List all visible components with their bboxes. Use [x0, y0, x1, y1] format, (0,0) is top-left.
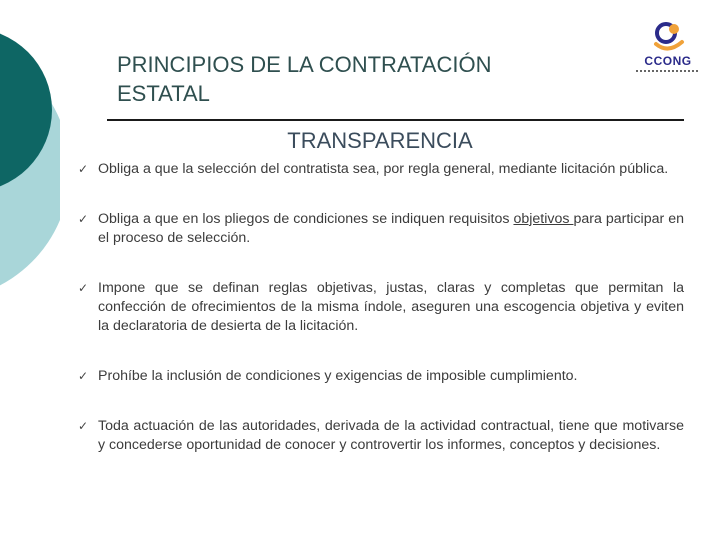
check-icon: ✓: [78, 162, 89, 176]
bullet-item: [78, 417, 684, 455]
title-line-2: ESTATAL: [117, 81, 210, 106]
bullet-text: Impone que se definan reglas objetivas, justas, claras y completas que permitan la confección de ofrecimientos de la misma índole, aseguren una escogencia objetiva y eviten la declaratoria de desierta de la licitación.: [98, 280, 684, 334]
bullet-item: [78, 160, 684, 179]
title-divider: [107, 119, 684, 121]
check-icon: ✓: [78, 369, 89, 383]
bullet-item: [78, 210, 684, 248]
bullet-text-end: para participar en el proceso de selección.: [98, 211, 684, 246]
bullet-text: Obliga a que la selección del contratista sea, por regla general, mediante licitación pública.: [98, 161, 669, 177]
bullet-text-start: Obliga a que en los pliegos de condiciones se indiquen requisitos: [98, 211, 514, 227]
bullet-item: [78, 279, 684, 336]
check-icon: ✓: [78, 212, 89, 226]
logo-tagline-decoration: [636, 70, 700, 72]
bullet-text: Prohíbe la inclusión de condiciones y exigencias de imposible cumplimiento.: [98, 368, 578, 384]
bullet-list: [78, 160, 684, 455]
underlined-word: objetivos: [513, 211, 574, 227]
logo-mark-icon: [636, 20, 700, 56]
decorative-circles: [0, 0, 60, 300]
check-icon: ✓: [78, 281, 89, 295]
bullet-text: Toda actuación de las autoridades, derivada de la actividad contractual, tiene que motivarse y concederse oportunidad de conocer y controvertir los informes, conceptos y decisiones.: [98, 418, 684, 453]
bullet-item: [78, 367, 684, 386]
bullet-text: [98, 210, 684, 248]
ccong-logo: [636, 20, 700, 76]
slide-title: [117, 50, 597, 108]
title-line-1: PRINCIPIOS DE LA CONTRATACIÓN: [117, 52, 492, 77]
check-icon: ✓: [78, 419, 89, 433]
slide-subtitle: TRANSPARENCIA: [287, 128, 473, 153]
logo-text: CCONG: [644, 54, 692, 68]
